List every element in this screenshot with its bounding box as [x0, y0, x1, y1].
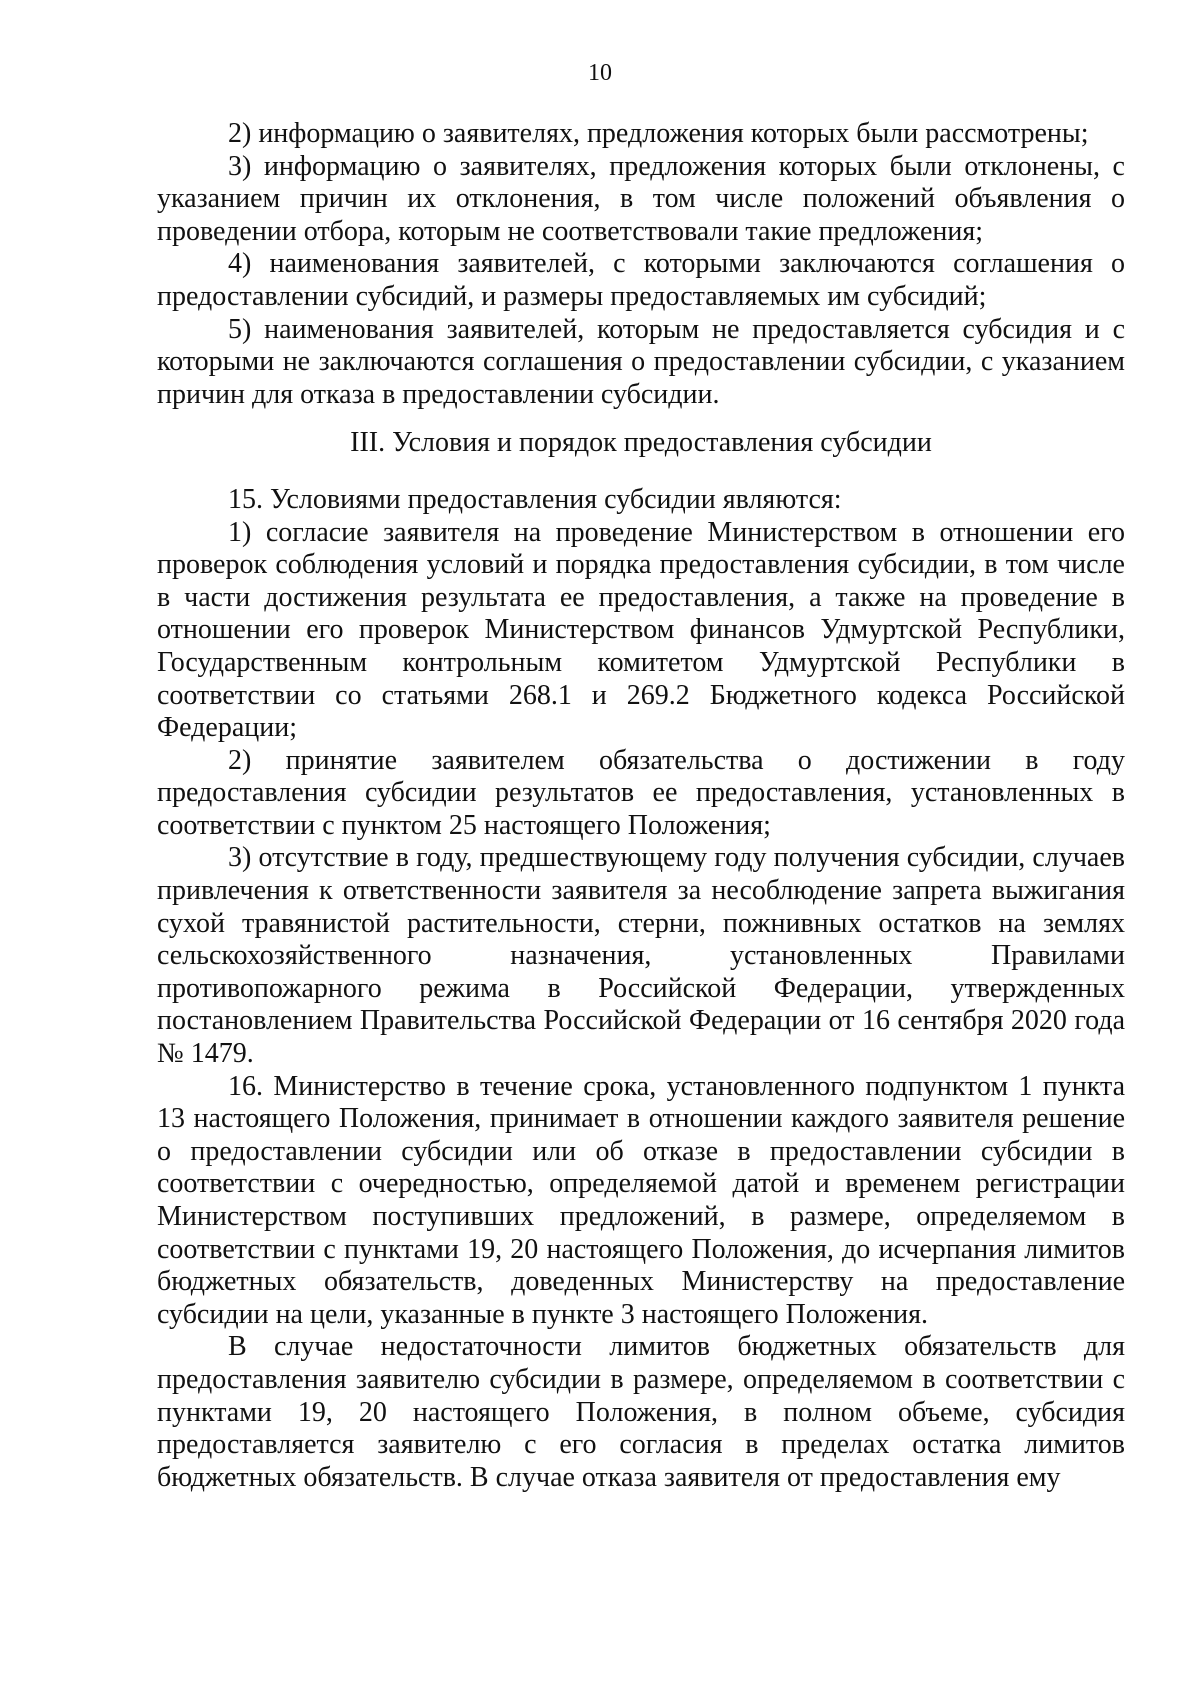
page-number: 10 — [588, 60, 612, 86]
paragraph-item-3: 3) информацию о заявителях, предложения которых были отклонены, с указанием причин их отклонения, в том числе положений объявления о проведении отбора, которым не соответствовали такие предложения; — [157, 150, 1125, 247]
paragraph-condition-3: 3) отсутствие в году, предшествующему году получения субсидии, случаев привлечения к ответственности заявителя за несоблюдение запрета выжигания сухой травянистой растительности, стерни, пожнивных остатков на землях сельскохозяйственного назначения, установленных Правилами противопожарного режима в Российской Федерации, утвержденных постановлением Правительства Российской Федерации от 16 сентября 2020 года № 1479. — [157, 842, 1125, 1070]
paragraph-condition-2: 2) принятие заявителем обязательства о достижении в году предоставления субсидии результатов ее предоставления, установленных в соответствии с пунктом 25 настоящего Положения; — [157, 744, 1125, 841]
paragraph-clause-16: 16. Министерство в течение срока, установленного подпунктом 1 пункта 13 настоящего Положения, принимает в отношении каждого заявителя решение о предоставлении субсидии или об отказе в предоставлении субсидии в соответствии с очередностью, определяемой датой и временем регистрации Министерством поступивших предложений, в размере, определяемом в соответствии с пунктами 19, 20 настоящего Положения, до исчерпания лимитов бюджетных обязательств, доведенных Министерству на предоставление субсидии на цели, указанные в пункте 3 настоящего Положения. — [157, 1070, 1125, 1330]
paragraph-item-2: 2) информацию о заявителях, предложения которых были рассмотрены; — [228, 118, 1089, 149]
paragraph-item-5: 5) наименования заявителей, которым не предоставляется субсидия и с которыми не заключаются соглашения о предоставлении субсидии, с указанием причин для отказа в предоставлении субсидии. — [157, 313, 1125, 410]
paragraph-condition-1: 1) согласие заявителя на проведение Министерством в отношении его проверок соблюдения условий и порядка предоставления субсидии, в том числе в части достижения результата ее предоставления, а также на проведение в отношении его проверок Министерством финансов Удмуртской Республики, Государственным контрольным комитетом Удмуртской Республики в соответствии со статьями 268.1 и 269.2 Бюджетного кодекса Российской Федерации; — [157, 516, 1125, 744]
paragraph-insufficiency: В случае недостаточности лимитов бюджетных обязательств для предоставления заявителю субсидии в размере, определяемом в соответствии с пунктами 19, 20 настоящего Положения, в полном объеме, субсидия предоставляется заявителю с его согласия в пределах остатка лимитов бюджетных обязательств. В случае отказа заявителя от предоставления ему — [157, 1331, 1125, 1493]
document-body — [157, 118, 1125, 1494]
paragraph-item-4: 4) наименования заявителей, с которыми заключаются соглашения о предоставлении субсидий, и размеры предоставляемых им субсидий; — [157, 248, 1125, 312]
paragraph-clause-15: 15. Условиями предоставления субсидии являются: — [228, 483, 842, 515]
section-heading: III. Условия и порядок предоставления субсидии — [350, 427, 932, 459]
